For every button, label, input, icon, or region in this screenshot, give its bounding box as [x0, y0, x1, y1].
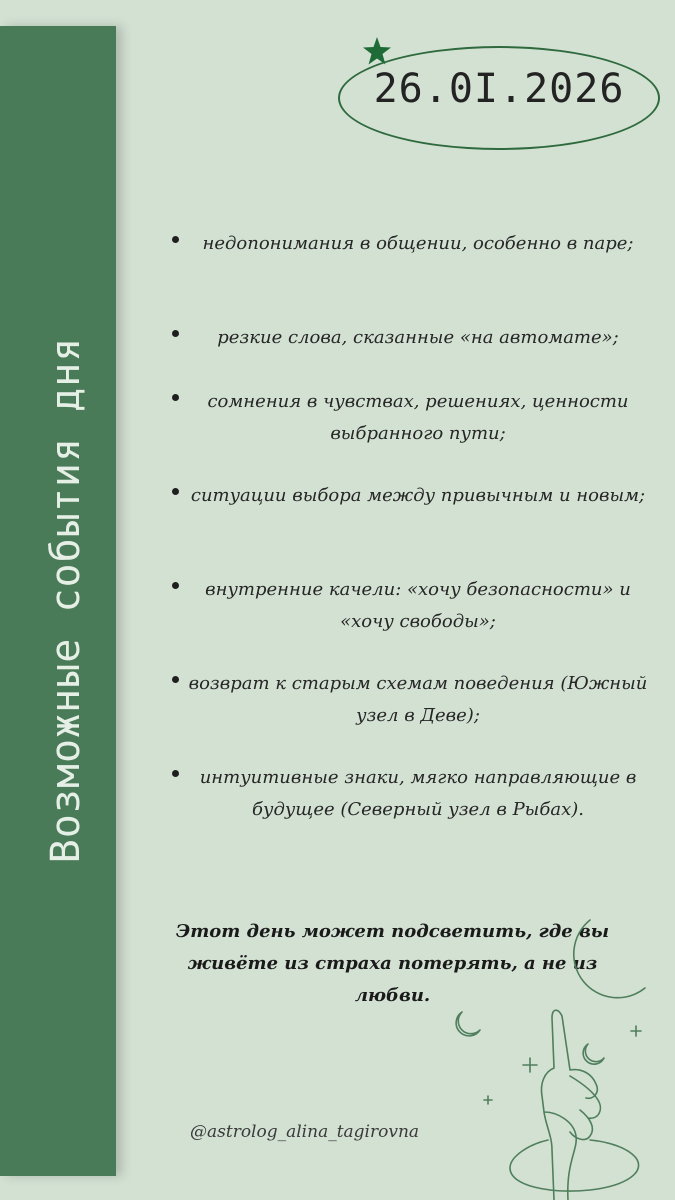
- sparkle-icon: [523, 1058, 537, 1072]
- sparkle-icon: [631, 1026, 641, 1036]
- bullet-icon: [172, 770, 179, 777]
- side-title: Возможные события дня: [43, 336, 89, 864]
- moon-hand-decoration: [440, 900, 675, 1200]
- bullet-icon: [172, 236, 179, 243]
- sparkle-icon: [484, 1096, 492, 1104]
- crescent-moon-icon: [456, 1012, 480, 1036]
- bullet-icon: [172, 676, 179, 683]
- pointing-hand-illustration: [542, 1010, 601, 1200]
- list-item-text: интуитивные знаки, мягко направляющие в будущее (Северный узел в Рыбах).: [199, 767, 637, 820]
- bullet-icon: [172, 394, 179, 401]
- crescent-moon-icon: [583, 1044, 604, 1064]
- list-item-text: недопонимания в общении, особенно в паре;: [202, 233, 634, 254]
- list-item-text: ситуации выбора между привычным и новым;: [190, 485, 646, 506]
- list-item-text: сомнения в чувствах, решениях, ценности выбранного пути;: [207, 391, 629, 444]
- bullet-icon: [172, 582, 179, 589]
- bullet-icon: [172, 488, 179, 495]
- closing-statement: Этот день может подсветить, где вы живёте из страха потерять, а не из любви.: [175, 921, 610, 1006]
- list-item-text: возврат к старым схемам поведения (Южный узел в Деве);: [188, 673, 648, 726]
- bullet-icon: [172, 330, 179, 337]
- list-item-text: внутренние качели: «хочу безопасности» и «хочу свободы»;: [205, 579, 631, 632]
- crescent-moon-icon: [574, 920, 645, 998]
- list-item-text: резкие слова, сказанные «на автомате»;: [217, 327, 619, 348]
- author-handle: @astrolog_alina_tagirovna: [190, 1122, 420, 1142]
- star-icon: [362, 36, 392, 66]
- date-heading: 26.0I.2026: [373, 66, 625, 112]
